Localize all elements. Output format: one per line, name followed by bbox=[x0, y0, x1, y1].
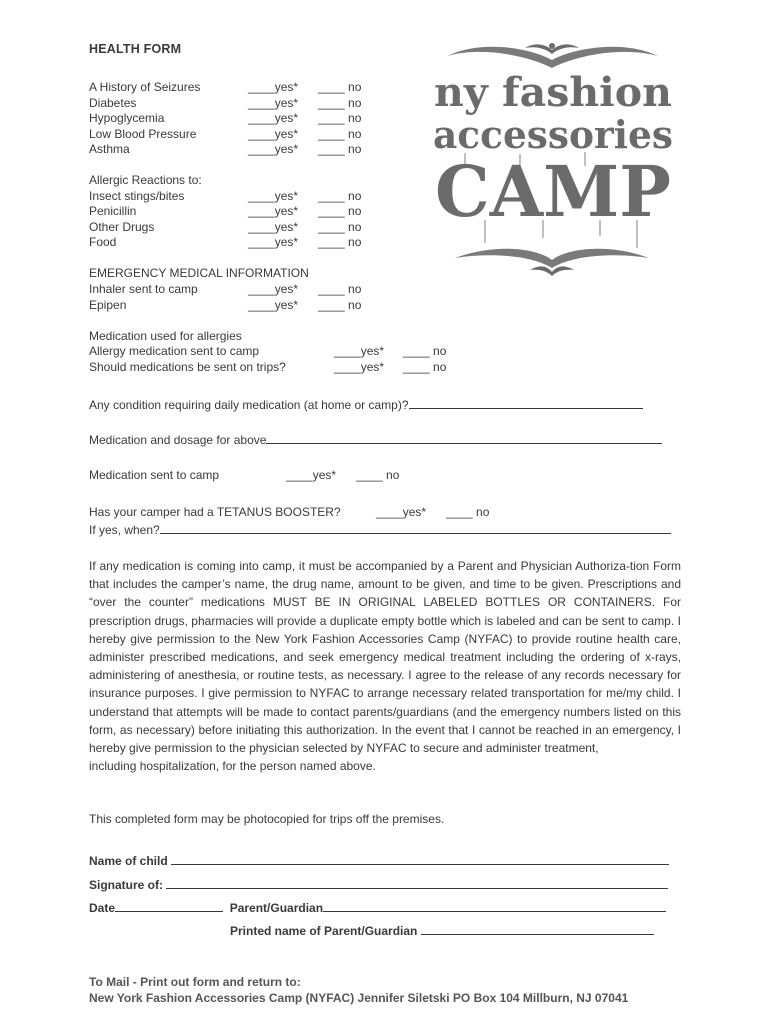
logo-line-2: accessories bbox=[433, 112, 673, 157]
parent-label: Parent/Guardian bbox=[229, 901, 324, 915]
yes-blank[interactable]: ____yes* bbox=[248, 189, 299, 203]
yes-blank[interactable]: ____yes* bbox=[248, 111, 299, 125]
form-title: HEALTH FORM bbox=[89, 42, 182, 56]
printed-name-label: Printed name of Parent/Guardian bbox=[230, 924, 418, 938]
date-parent-field bbox=[89, 899, 666, 916]
medication-label: Should medications be sent on trips? bbox=[89, 360, 286, 374]
daily-condition-label: Any condition requiring daily medication (at home or camp)? bbox=[89, 398, 409, 412]
child-name-field bbox=[89, 852, 669, 869]
yes-blank[interactable]: ____yes* bbox=[248, 298, 299, 312]
no-blank[interactable]: ____ no bbox=[318, 235, 362, 249]
dosage-field bbox=[89, 431, 662, 448]
yes-blank[interactable]: ____yes* bbox=[334, 344, 385, 358]
no-blank[interactable]: ____ no bbox=[318, 96, 362, 110]
logo-line-3: CAMP bbox=[435, 150, 671, 233]
no-blank[interactable]: ____ no bbox=[446, 505, 490, 519]
camp-logo bbox=[425, 38, 680, 276]
no-blank[interactable]: ____ no bbox=[403, 360, 447, 374]
yes-blank[interactable]: ____yes* bbox=[248, 204, 299, 218]
emergency-label: Inhaler sent to camp bbox=[89, 282, 198, 296]
tetanus-label: Has your camper had a TETANUS BOOSTER? bbox=[89, 505, 341, 519]
yes-blank[interactable]: ____yes* bbox=[248, 142, 299, 156]
parent-line[interactable] bbox=[323, 899, 666, 912]
allergies-heading: Allergic Reactions to: bbox=[89, 173, 202, 187]
daily-condition-field bbox=[89, 396, 643, 413]
condition-label: A History of Seizures bbox=[89, 80, 201, 94]
medication-label: Allergy medication sent to camp bbox=[89, 344, 260, 358]
allergy-label: Food bbox=[89, 235, 117, 249]
printed-name-field bbox=[230, 922, 654, 939]
allergy-label: Insect stings/bites bbox=[89, 189, 185, 203]
signature-line[interactable] bbox=[166, 876, 668, 889]
no-blank[interactable]: ____ no bbox=[318, 220, 362, 234]
medication-heading: Medication used for allergies bbox=[89, 329, 242, 343]
yes-blank[interactable]: ____yes* bbox=[334, 360, 385, 374]
signature-field bbox=[89, 876, 668, 893]
no-blank[interactable]: ____ no bbox=[318, 189, 362, 203]
when-line[interactable] bbox=[160, 521, 671, 534]
condition-label: Asthma bbox=[89, 142, 130, 156]
emergency-label: Epipen bbox=[89, 298, 127, 312]
condition-label: Low Blood Pressure bbox=[89, 127, 197, 141]
no-blank[interactable]: ____ no bbox=[403, 344, 447, 358]
no-blank[interactable]: ____ no bbox=[318, 142, 362, 156]
yes-blank[interactable]: ____yes* bbox=[248, 282, 299, 296]
condition-label: Diabetes bbox=[89, 96, 137, 110]
authorization-paragraph bbox=[89, 557, 681, 775]
yes-blank[interactable]: ____yes* bbox=[286, 468, 337, 482]
logo-line-1: ny fashion bbox=[434, 69, 672, 116]
allergy-label: Other Drugs bbox=[89, 220, 155, 234]
no-blank[interactable]: ____ no bbox=[318, 80, 362, 94]
dosage-line[interactable] bbox=[266, 431, 662, 444]
yes-blank[interactable]: ____yes* bbox=[248, 96, 299, 110]
no-blank[interactable]: ____ no bbox=[318, 111, 362, 125]
printed-name-line[interactable] bbox=[421, 922, 654, 935]
condition-label: Hypoglycemia bbox=[89, 111, 165, 125]
photocopy-note: This completed form may be photocopied for trips off the premises. bbox=[89, 812, 445, 826]
med-sent-label: Medication sent to camp bbox=[89, 468, 220, 482]
no-blank[interactable]: ____ no bbox=[318, 127, 362, 141]
authorization-text-end: including hospitalization, for the person named above. bbox=[89, 759, 376, 774]
yes-blank[interactable]: ____yes* bbox=[376, 505, 427, 519]
allergy-label: Penicillin bbox=[89, 204, 137, 218]
signature-label: Signature of: bbox=[89, 878, 163, 892]
no-blank[interactable]: ____ no bbox=[318, 298, 362, 312]
no-blank[interactable]: ____ no bbox=[318, 282, 362, 296]
yes-blank[interactable]: ____yes* bbox=[248, 127, 299, 141]
mail-address: New York Fashion Accessories Camp (NYFAC) Jennifer Siletski PO Box 104 Millburn, NJ 07041 bbox=[89, 991, 629, 1005]
child-name-line[interactable] bbox=[171, 852, 669, 865]
dosage-label: Medication and dosage for above bbox=[89, 433, 267, 447]
daily-condition-line[interactable] bbox=[409, 396, 643, 409]
authorization-text: If any medication is coming into camp, it must be accompanied by a Parent and Physician Authoriza-tion Form that includes the camper’s name, the drug name, amount to be given, and time to be given. Prescriptions and “over the counter” medications MUST BE IN ORIGINAL LABELED BOTTLES OR CONTAINERS. For prescription drugs, pharmacies will provide a duplicate empty bottle which is labeled and can be sent to camp. I hereby give permission to the New York Fashion Accessories Camp (NYFAC) to provide routine health care, administer prescribed medications, and seek emergency medical treatment including the ordering of x-rays, administering of anesthesia, or routine tests, as necessary. I agree to the release of any records necessary for insurance purposes. I give permission to NYFAC to arrange necessary related transportation for me/my child. I understand that attempts will be made to contact parents/guardians (and the emergency numbers listed on this form, as necessary) before initiating this authorization. In the event that I cannot be reached in an emergency, I hereby give permission to the physician selected by NYFAC to secure and administer treatment, bbox=[89, 559, 681, 756]
child-name-label: Name of child bbox=[89, 854, 168, 868]
yes-blank[interactable]: ____yes* bbox=[248, 220, 299, 234]
emergency-heading: EMERGENCY MEDICAL INFORMATION bbox=[89, 266, 309, 280]
mail-instructions: To Mail - Print out form and return to: bbox=[89, 975, 301, 989]
no-blank[interactable]: ____ no bbox=[318, 204, 362, 218]
when-label: If yes, when? bbox=[89, 523, 160, 537]
no-blank[interactable]: ____ no bbox=[356, 468, 400, 482]
date-label: Date bbox=[89, 901, 116, 915]
tetanus-when-field bbox=[89, 521, 671, 538]
date-line[interactable] bbox=[115, 899, 223, 912]
yes-blank[interactable]: ____yes* bbox=[248, 235, 299, 249]
yes-blank[interactable]: ____yes* bbox=[248, 80, 299, 94]
